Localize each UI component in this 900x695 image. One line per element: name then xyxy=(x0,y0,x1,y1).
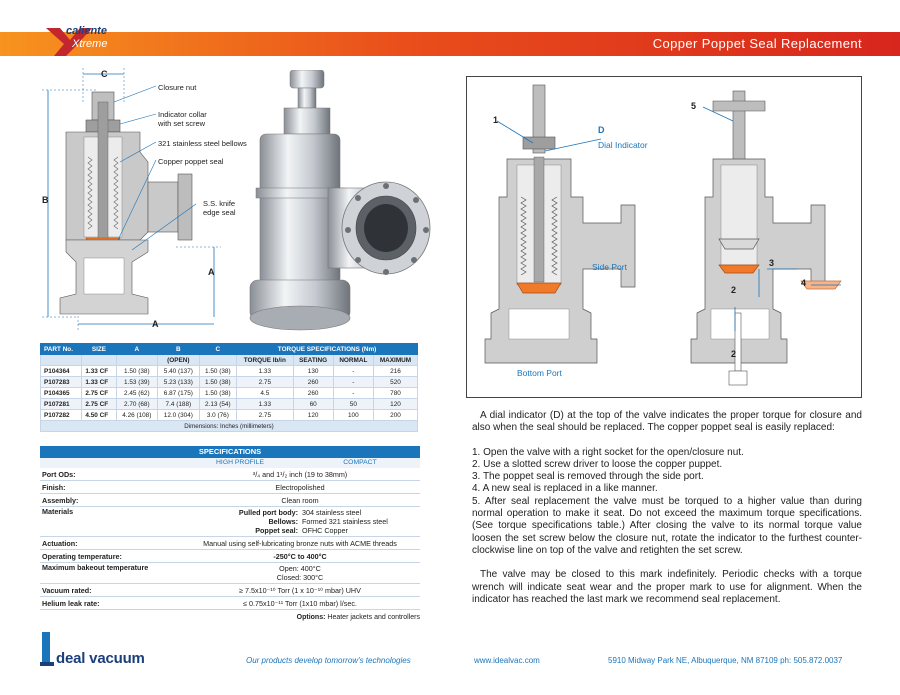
spec-row-operating-temp xyxy=(40,550,420,563)
footer-website-link[interactable]: www.idealvac.com xyxy=(474,656,540,665)
cell: - xyxy=(333,377,373,388)
spec-key: Port ODs: xyxy=(42,469,76,479)
cell: P104364 xyxy=(41,366,82,377)
th-torque-specs: TORQUE SPECIFICATIONS (Nm) xyxy=(237,344,418,355)
spec-key: Assembly: xyxy=(42,495,79,505)
cell: 780 xyxy=(373,388,417,399)
callout-knife-edge-line1: S.S. knife xyxy=(203,199,236,208)
mat-value: OFHC Copper xyxy=(302,526,348,535)
cell: 2.13 (54) xyxy=(199,399,236,410)
label-bottom-port: Bottom Port xyxy=(517,368,562,378)
cell: 520 xyxy=(373,377,417,388)
spec-row-finish xyxy=(40,481,420,494)
spec-row-vacuum xyxy=(40,584,420,597)
cell: 2.70 (68) xyxy=(116,399,158,410)
step-item: 4. A new seal is replaced in a like manner. xyxy=(472,483,658,495)
table-row xyxy=(41,410,418,421)
sub-2 xyxy=(116,355,158,366)
footer-address: 5910 Midway Park NE, Albuquerque, NM 87109 ph: 505.872.0037 xyxy=(608,656,843,665)
cell: 5.40 (137) xyxy=(158,366,200,377)
specifications-table xyxy=(40,446,420,621)
spec-row-bakeout xyxy=(40,563,420,584)
spec-value-bakeout xyxy=(180,563,420,583)
callout-bellows: 321 stainless steel bellows xyxy=(158,139,247,148)
page-title: Copper Poppet Seal Replacement xyxy=(652,36,862,51)
spec-key: Maximum bakeout temperature xyxy=(42,563,149,572)
cell: 2.75 CF xyxy=(82,399,116,410)
page-header xyxy=(0,0,900,58)
torque-specifications-table xyxy=(40,343,418,432)
dim-label-b: B xyxy=(42,195,49,205)
cell: 3.0 (76) xyxy=(199,410,236,421)
callout-knife-edge-line2: edge seal xyxy=(203,208,236,217)
cell: 120 xyxy=(373,399,417,410)
cell: 1.53 (39) xyxy=(116,377,158,388)
callout-closure-nut: Closure nut xyxy=(158,83,197,92)
sub-open: (OPEN) xyxy=(158,355,200,366)
step-item: 3. The poppet seal is removed through the side port. xyxy=(472,471,704,483)
cell: 2.45 (62) xyxy=(116,388,158,399)
cell: 1.33 xyxy=(237,399,293,410)
step-marker-1: 1 xyxy=(493,115,499,125)
cell: 130 xyxy=(293,366,333,377)
logo-text-xtreme: Xtreme xyxy=(72,38,108,50)
sub-maximum: MAXIMUM xyxy=(373,355,417,366)
cell: 12.0 (304) xyxy=(158,410,200,421)
step-item: 1. Open the valve with a right socket for the open/closure nut. xyxy=(472,446,744,458)
spec-key: Operating temperature: xyxy=(42,551,122,561)
cell: 1.50 (38) xyxy=(116,366,158,377)
cell: 2.75 xyxy=(237,410,293,421)
mat-value: 304 stainless steel xyxy=(302,508,362,517)
seal-replacement-svg xyxy=(467,77,863,399)
spec-value: Clean room xyxy=(281,495,319,505)
cell: 5.23 (133) xyxy=(158,377,200,388)
cell: 4.50 CF xyxy=(82,410,116,421)
dim-label-a-vertical: A xyxy=(208,267,215,277)
table-row xyxy=(41,377,418,388)
cell: - xyxy=(333,366,373,377)
closing-paragraph: The valve may be closed to this mark indefinitely. Periodic checks with a torque wrench will indicate seat wear and the proper mark to use for alignment. When the indicator has reached the last mark we recommend seal replacement. xyxy=(472,569,862,605)
spec-value: ³/₄ and 1¹/₂ inch (19 to 38mm) xyxy=(252,469,348,479)
th-part-no: PART No. xyxy=(41,344,82,355)
cell: 7.4 (188) xyxy=(158,399,200,410)
spec-value: -250°C to 400°C xyxy=(273,551,327,561)
label-side-port: Side Port xyxy=(592,262,627,272)
spec-options xyxy=(40,614,420,621)
cell: 1.50 (38) xyxy=(199,377,236,388)
step-marker-2-lower: 2 xyxy=(731,349,737,359)
dim-label-a-horizontal: A xyxy=(152,319,159,329)
marker-d: D xyxy=(598,125,605,135)
cell: 1.33 CF xyxy=(82,377,116,388)
spec-row-port-ods xyxy=(40,468,420,481)
bakeout-closed: Closed: 300°C xyxy=(276,573,324,582)
table-row xyxy=(41,366,418,377)
spec-key: Vacuum rated: xyxy=(42,585,92,595)
step-marker-4: 4 xyxy=(801,278,807,288)
cell: P107283 xyxy=(41,377,82,388)
spec-row-assembly xyxy=(40,494,420,507)
step-item: 2. Use a slotted screw driver to loose the copper puppet. xyxy=(472,458,723,470)
spec-value: Manual using self-lubricating bronze nuts with ACME threads xyxy=(203,538,397,548)
specs-title: SPECIFICATIONS xyxy=(40,446,420,458)
mat-key: Poppet seal: xyxy=(255,526,298,535)
sub-0 xyxy=(41,355,82,366)
callout-indicator-collar-line2: with set screw xyxy=(158,119,206,128)
cell: 260 xyxy=(293,388,333,399)
options-value: Heater jackets and controllers xyxy=(327,614,420,621)
spec-key: Helium leak rate: xyxy=(42,598,100,608)
sub-torque-lbin: TORQUE lb/in xyxy=(237,355,293,366)
step-marker-2-upper: 2 xyxy=(731,285,737,295)
spec-row-actuation xyxy=(40,537,420,550)
sub-1 xyxy=(82,355,116,366)
table-row xyxy=(41,388,418,399)
spec-value: ≥ 7.5x10⁻¹⁰ Torr (1 x 10⁻¹⁰ mbar) UHV xyxy=(239,585,361,595)
th-b: B xyxy=(158,344,200,355)
th-size: SIZE xyxy=(82,344,116,355)
step-item: 5. After seal replacement the valve must be torqued to a higher value than during normal operation to make it seat. Do not exceed the maximum torque specifications. (See torque specifications table.) After closing the valve to its normal torque value loosen the set screw below the closure nut, rotate the indicator to the furthest counter-clockwise line on top of the valve and retighten the set screw. xyxy=(472,495,862,556)
cell: 6.87 (175) xyxy=(158,388,200,399)
callout-indicator-collar-line1: Indicator collar xyxy=(158,110,207,119)
sub-normal: NORMAL xyxy=(333,355,373,366)
brand-wordmark: deal vacuum xyxy=(56,650,145,667)
sub-4 xyxy=(199,355,236,366)
cell: 200 xyxy=(373,410,417,421)
spec-value: ≤ 0.75x10⁻¹¹ Torr (1x10 mbar) l/sec. xyxy=(243,598,357,608)
table-row xyxy=(41,399,418,410)
cell: 4.5 xyxy=(237,388,293,399)
cell: 100 xyxy=(333,410,373,421)
options-key: Options: xyxy=(296,614,326,621)
cell: P107281 xyxy=(41,399,82,410)
cell: 1.33 CF xyxy=(82,366,116,377)
cell: 216 xyxy=(373,366,417,377)
spec-row-helium-leak xyxy=(40,597,420,610)
cell: 50 xyxy=(333,399,373,410)
cell: 1.50 (38) xyxy=(199,388,236,399)
steps-list xyxy=(472,447,862,558)
seal-replacement-diagram xyxy=(466,76,862,398)
table-footnote: Dimensions: Inches (millimeters) xyxy=(41,421,418,432)
mat-key: Bellows: xyxy=(268,517,298,526)
cell: 2.75 CF xyxy=(82,388,116,399)
step-marker-5: 5 xyxy=(691,101,697,111)
label-dial-indicator: Dial Indicator xyxy=(598,140,648,150)
ideal-vacuum-logo xyxy=(40,628,160,668)
cell: 60 xyxy=(293,399,333,410)
specs-col-high-profile: HIGH PROFILE xyxy=(216,459,264,466)
instructions-text xyxy=(472,410,862,618)
cell: 260 xyxy=(293,377,333,388)
spec-value-materials xyxy=(180,507,420,536)
spec-row-materials xyxy=(40,507,420,537)
bakeout-open: Open: 400°C xyxy=(279,564,321,573)
spec-key: Materials xyxy=(42,507,74,516)
dim-label-c: C xyxy=(101,69,108,79)
th-c: C xyxy=(199,344,236,355)
sub-seating: SEATING xyxy=(293,355,333,366)
mat-key: Pulled port body: xyxy=(238,508,298,517)
spec-key: Actuation: xyxy=(42,538,78,548)
mat-value: Formed 321 stainless steel xyxy=(302,517,388,526)
step-marker-3: 3 xyxy=(769,258,775,268)
cell: - xyxy=(333,388,373,399)
footer-tagline: Our products develop tomorrow's technologies xyxy=(246,656,411,665)
cell: 2.75 xyxy=(237,377,293,388)
caliente-xtreme-logo xyxy=(42,20,142,56)
spec-key: Finish: xyxy=(42,482,66,492)
cell: 1.50 (38) xyxy=(199,366,236,377)
valve-product-photo xyxy=(248,70,438,335)
specs-col-compact: COMPACT xyxy=(343,459,377,466)
cell: 4.26 (108) xyxy=(116,410,158,421)
specs-subheader xyxy=(40,458,420,468)
cell: P107282 xyxy=(41,410,82,421)
cell: P104365 xyxy=(41,388,82,399)
callout-poppet-seal: Copper poppet seal xyxy=(158,157,224,166)
spec-value: Electropolished xyxy=(275,482,325,492)
intro-paragraph: A dial indicator (D) at the top of the valve indicates the proper torque for closure and also when the seal should be replaced. The copper poppet seal is easily replaced: xyxy=(472,410,862,434)
th-a: A xyxy=(116,344,158,355)
logo-text-caliente: caliente xyxy=(66,25,107,37)
cell: 1.33 xyxy=(237,366,293,377)
cell: 120 xyxy=(293,410,333,421)
